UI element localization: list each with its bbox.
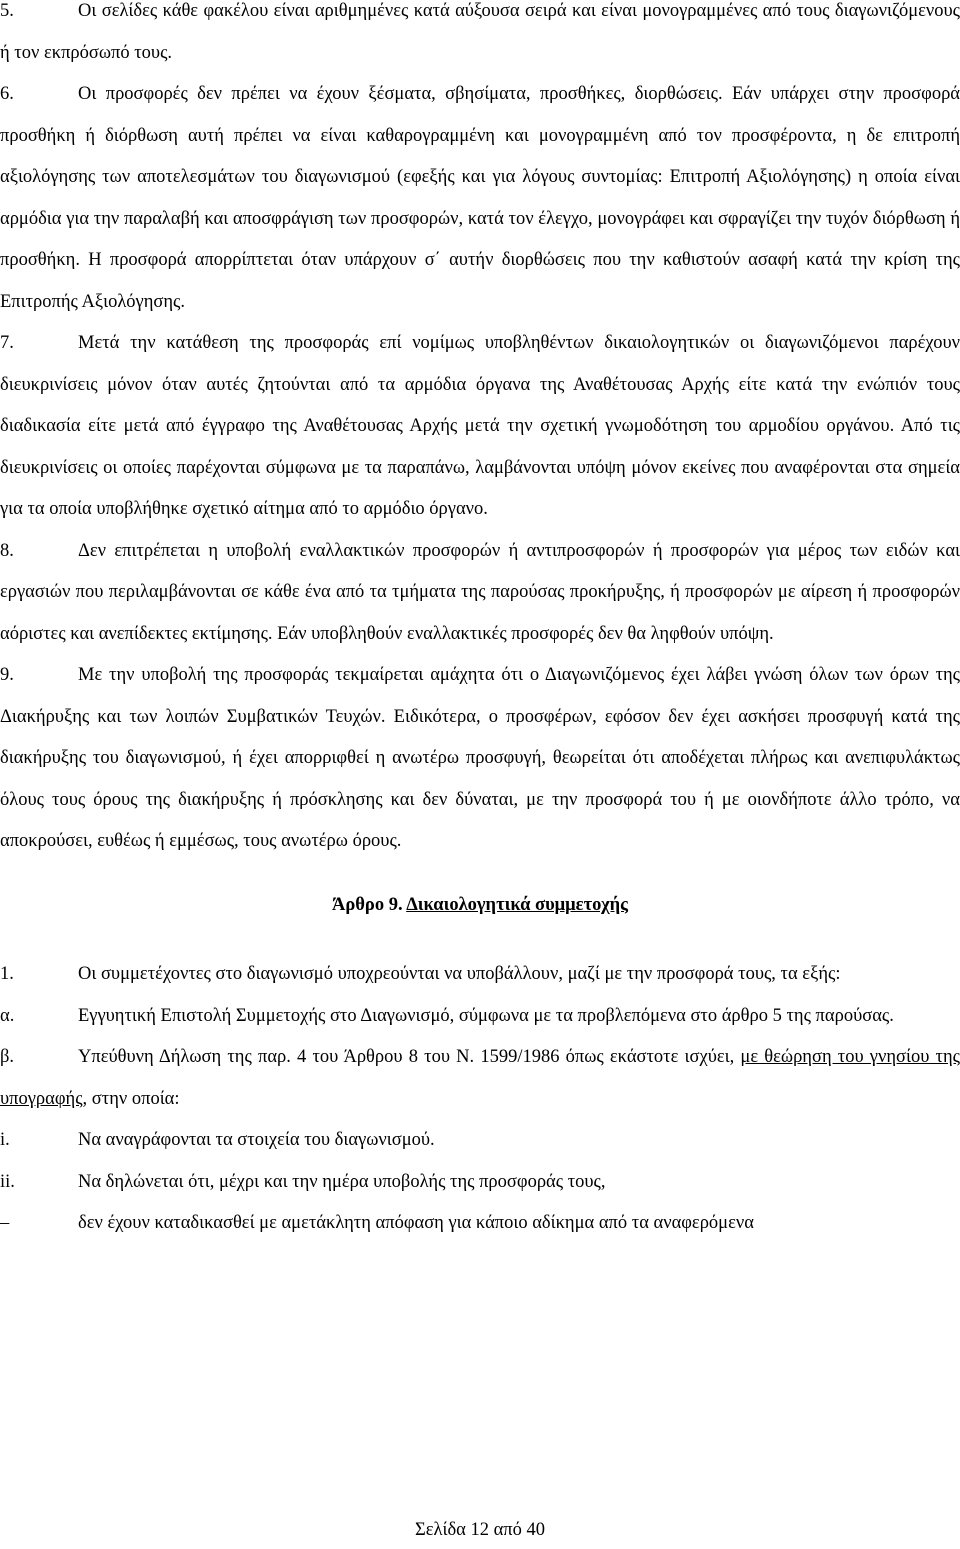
item-text-underlined: με θεώρηση του γνησίου της υπογραφής — [0, 1047, 960, 1109]
paragraph-text: Δεν επιτρέπεται η υποβολή εναλλακτικών προσφορών ή αντιπροσφορών ή προσφορών για μέρος των ειδών και εργασιών που περιλαμβάνονται σε κάθε ένα από τα τμήματα της παρούσας προκήρυξης, ή προσφορών με αίρεση ή προσφορών αόριστες και ανεπίδεκτες εκτίμησης. Εάν υποβληθούν εναλλακτικές προσφορές δεν θα ληφθούν υπόψη. — [0, 540, 960, 644]
page-footer — [0, 1518, 960, 1542]
article-item-ii — [0, 1162, 960, 1204]
paragraph-number: 6. — [0, 84, 14, 104]
item-text: Να δηλώνεται ότι, μέχρι και την ημέρα υποβολής της προσφοράς τους, — [78, 1171, 606, 1192]
item-text: δεν έχουν καταδικασθεί με αμετάκλητη απόφαση για κάποιο αδίκημα από τα αναφερόμενα — [78, 1213, 754, 1233]
paragraph-text: Μετά την κατάθεση της προσφοράς επί νομίμως υποβληθέντων δικαιολογητικών οι διαγωνιζόμενοι παρέχουν διευκρινίσεις μόνον όταν αυτές ζητούνται από τα αρμόδια όργανα της Αναθέτουσας Αρχής είτε κατά την ενώπιόν τους διαδικασία είτε μετά από έγγραφο της Αναθέτουσας Αρχής μετά την σχετική γνωμοδότηση του αρμοδίου οργάνου. Από τις διευκρινίσεις οι οποίες παρέχονται σύμφωνα με τα παραπάνω, λαμβάνονται υπόψη μόνον εκείνες που αναφέρονται στα σημεία για τα οποία υποβλήθηκε σχετικό αίτημα από το αρμόδιο όργανο. — [0, 333, 960, 519]
article-item-1 — [0, 954, 960, 996]
paragraph-text: Με την υποβολή της προσφοράς τεκμαίρεται αμάχητα ότι ο Διαγωνιζόμενος έχει λάβει γνώση όλων των όρων της Διακήρυξης και των λοιπών Συμβατικών Τευχών. Ειδικότερα, ο προσφέρων, εφόσον δεν έχει ασκήσει προσφυγή κατά της διακήρυξης του διαγωνισμού, ή έχει απορριφθεί η ανωτέρω προσφυγή, θεωρείται ότι αποδέχεται πλήρως και ανεπιφυλάκτως όλους τους όρους της διακήρυξης ή πρόσκλησης και δεν δύναται, με την προσφορά του ή με οιονδήποτε άλλο τρόπο, να αποκρούσει, ευθέως ή εμμέσως, τους ανωτέρω όρους. — [0, 665, 960, 851]
paragraph-text: Οι προσφορές δεν πρέπει να έχουν ξέσματα, σβησίματα, προσθήκες, διορθώσεις. Εάν υπάρχει στην προσφορά προσθήκη ή διόρθωση αυτή πρέπει να είναι καθαρογραμμένη και μονογραμμένη από τον προσφέροντα, η δε επιτροπή αξιολόγησης των αποτελεσμάτων του διαγωνισμού (εφεξής και για λόγους συντομίας: Επιτροπή Αξιολόγησης) η οποία είναι αρμόδια για την παραλαβή και αποσφράγιση των προσφορών, κατά τον έλεγχο, μονογράφει και σφραγίζει την τυχόν διόρθωση ή προσθήκη. Η προσφορά απορρίπτεται όταν υπάρχουν σ΄ αυτήν διορθώσεις που την καθιστούν ασαφή κατά την κρίση της Επιτροπής Αξιολόγησης. — [0, 84, 960, 312]
paragraph-text: Οι σελίδες κάθε φακέλου είναι αριθμημένες κατά αύξουσα σειρά και είναι μονογραμμένες από τους διαγωνιζόμενους ή τον εκπρόσωπό τους. — [0, 1, 960, 63]
item-number: ii. — [0, 1171, 15, 1192]
item-number: i. — [0, 1130, 10, 1150]
paragraph-9 — [0, 655, 960, 863]
item-number: β. — [0, 1047, 15, 1067]
item-number: α. — [0, 1005, 15, 1026]
paragraph-6 — [0, 74, 960, 323]
paragraph-number: 7. — [0, 333, 14, 353]
article-title-main: Δικαιολογητικά συμμετοχής — [406, 894, 628, 915]
item-text: Να αναγράφονται τα στοιχεία του διαγωνισμού. — [78, 1130, 435, 1150]
paragraph-5 — [0, 0, 960, 74]
paragraph-8 — [0, 531, 960, 656]
article-item-dash — [0, 1203, 960, 1245]
item-number: 1. — [0, 964, 14, 984]
item-text: Εγγυητική Επιστολή Συμμετοχής στο Διαγωνισμό, σύμφωνα με τα προβλεπόμενα στο άρθρο 5 της παρούσας. — [78, 1005, 894, 1026]
article-item-beta — [0, 1037, 960, 1120]
article-item-alpha — [0, 996, 960, 1038]
paragraph-number: 9. — [0, 665, 14, 685]
article-title-prefix: Άρθρο 9. — [332, 894, 407, 915]
item-text-after: , στην οποία: — [82, 1088, 180, 1109]
item-text-before: Υπεύθυνη Δήλωση της παρ. 4 του Άρθρου 8 του Ν. 1599/1986 όπως εκάστοτε ισχύει, — [78, 1047, 741, 1067]
item-text: Οι συμμετέχοντες στο διαγωνισμό υποχρεούνται να υποβάλλουν, μαζί με την προσφορά τους, τα εξής: — [78, 964, 841, 984]
article-title — [0, 885, 960, 927]
article-item-i — [0, 1120, 960, 1162]
paragraph-number: 8. — [0, 540, 14, 561]
dash-marker: – — [0, 1213, 10, 1233]
paragraph-7 — [0, 323, 960, 531]
paragraph-number: 5. — [0, 1, 14, 21]
page-number: Σελίδα 12 από 40 — [414, 1520, 546, 1540]
